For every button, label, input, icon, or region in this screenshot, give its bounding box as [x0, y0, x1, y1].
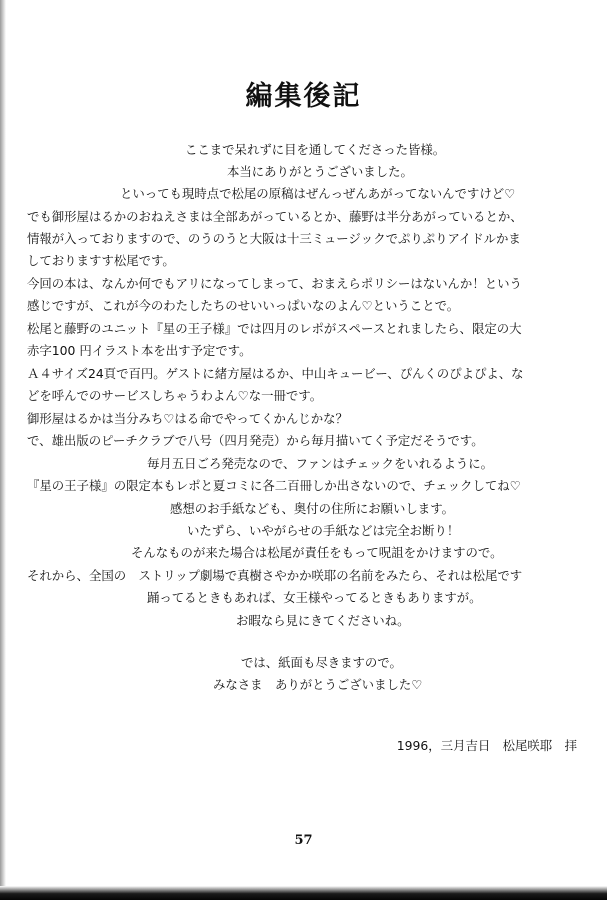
body-line: そんなものが来た場合は松尾が責任をもって呪詛をかけますので。	[131, 545, 503, 560]
body-line: どを呼んでのサービスしちゃうわよん♡な一冊です。	[27, 388, 323, 403]
body-line: Ａ４サイズ24頁で百円。ゲストに緒方屋はるか、中山キュービー、ぴんくのぴよぴよ、な	[27, 366, 524, 381]
body-line: で、雄出版のピーチクラブで八号（四月発売）から毎月描いてく予定だそうです。	[27, 433, 484, 448]
body-line: 踊ってるときもあれば、女王様やってるときもありますが。	[147, 590, 482, 605]
page-title: 編集後記	[245, 81, 362, 112]
body-line: 情報が入っておりますので、のうのうと大阪は十三ミュージックでぷりぷりアイドルかま	[27, 231, 521, 246]
closing-line: みなさま ありがとうございました♡	[213, 677, 423, 692]
body-line: いたずら、いやがらせの手紙などは完全お断り！	[187, 523, 460, 538]
body-line: でも御形屋はるかのおねえさまは全部あがっているとか、藤野は半分あがっているとか、	[27, 209, 523, 224]
body-line: 赤字100 円イラスト本を出す予定です。	[27, 343, 252, 358]
page-bottom-edge	[0, 886, 607, 900]
body-line: 本当にありがとうございました。	[227, 164, 413, 179]
body-line: ここまで呆れずに目を通してくださった皆様。	[185, 142, 446, 157]
body-line: 毎月五日ごろ発売なので、ファンはチェックをいれるように。	[147, 456, 494, 471]
page-edge-shadow	[0, 0, 6, 900]
body-line: 松尾と藤野のユニット『星の王子様』では四月のレポがスペースとれましたら、限定の大	[27, 321, 522, 336]
closing-line: では、紙面も尽きますので。	[241, 655, 402, 670]
body-line: お暇なら見にきてくださいね。	[236, 613, 410, 628]
body-line: 御形屋はるかは当分みち♡はる命でやってくかんじかな？	[27, 411, 348, 426]
body-line: といっても現時点で松尾の原稿はぜんっぜんあがってないんですけど♡	[120, 186, 516, 201]
page-number: 57	[294, 833, 313, 848]
body-line: しておりますす松尾です。	[27, 253, 175, 268]
body-line: 感じですが、これが今のわたしたちのせいいっぱいなのよん♡ということで。	[27, 298, 460, 313]
signature: 1996，三月吉日 松尾咲耶 拝	[396, 738, 577, 753]
body-line: 『星の王子様』の限定本もレポと夏コミに各二百冊しか出さないので、チェックしてね♡	[27, 478, 521, 493]
body-line: 感想のお手紙なども、奥付の住所にお願いします。	[170, 501, 454, 516]
body-line: それから、全国の ストリップ劇場で真樹さやかか咲耶の名前をみたら、それは松尾です	[27, 568, 523, 583]
body-line: 今回の本は、なんか何でもアリになってしまって、おまえらポリシーはないんか！という	[27, 276, 522, 291]
